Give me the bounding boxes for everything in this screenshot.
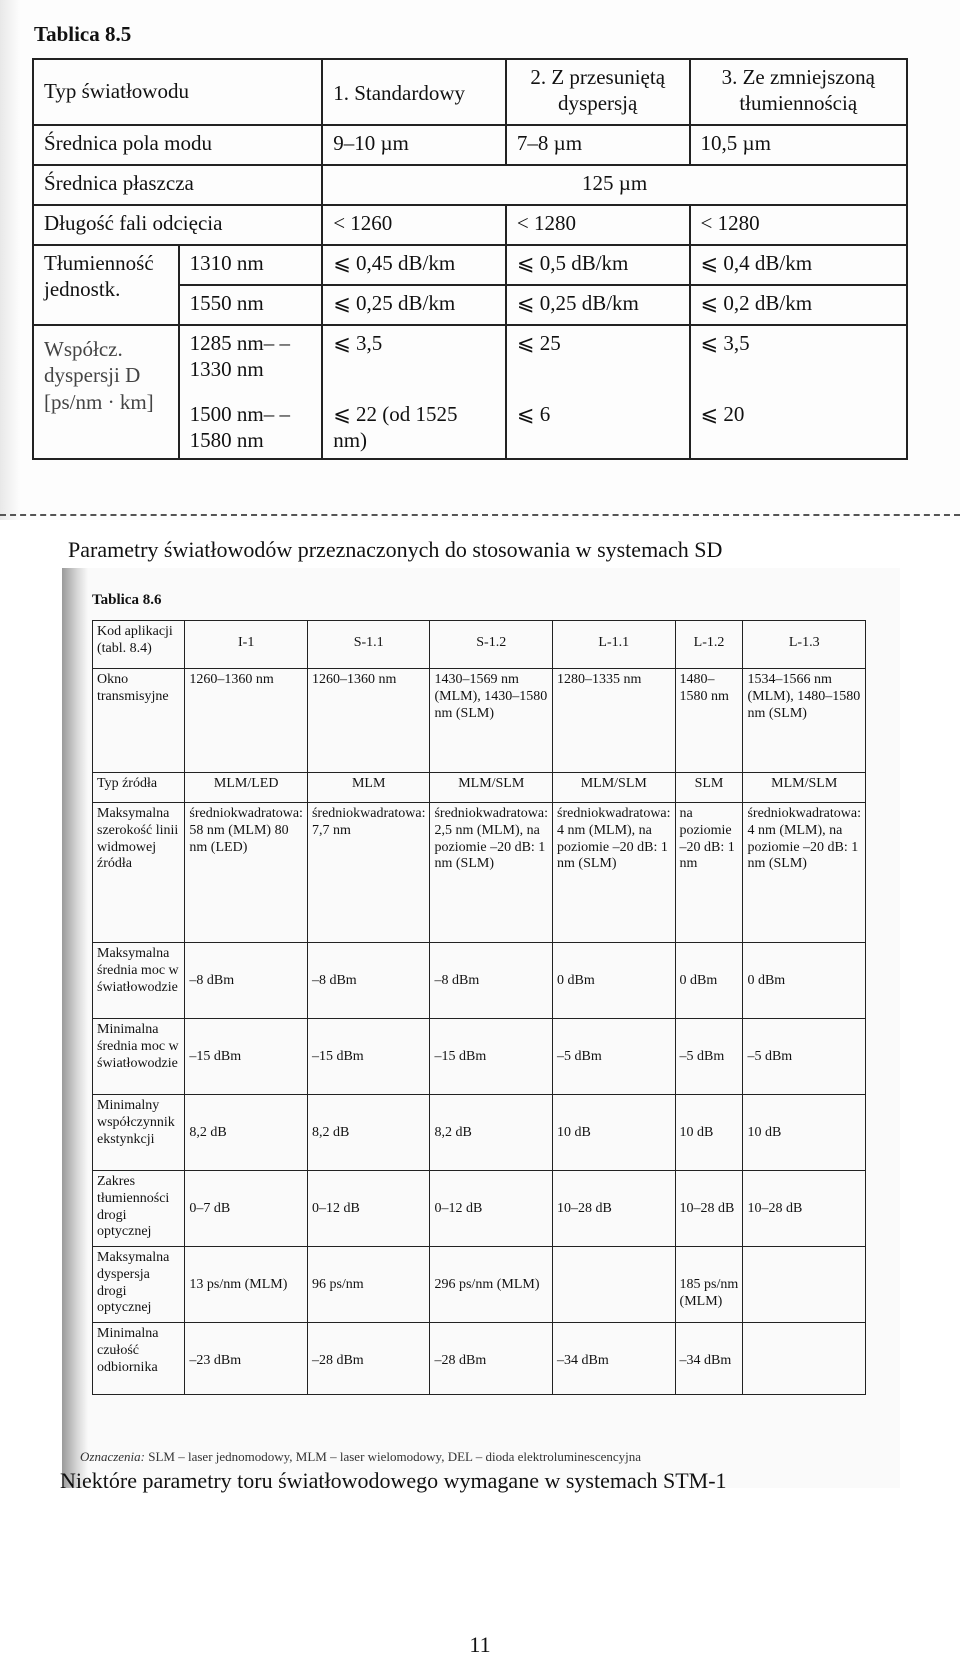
- table-cell: –23 dBm: [185, 1323, 308, 1395]
- row-label: Zakres tłumienności drogi optycznej: [93, 1171, 185, 1247]
- table-cell: [743, 1247, 866, 1323]
- col-header-i-1: I-1: [185, 621, 308, 669]
- table-cell: –34 dBm: [553, 1323, 676, 1395]
- table-cell: 1480–1580 nm: [675, 669, 743, 773]
- row-label: Minimalny współczynnik ekstynkcji: [93, 1095, 185, 1171]
- attenuation-1310-low-loss: ⩽ 0,4 dB/km: [690, 245, 907, 285]
- table-cell: 296 ps/nm (MLM): [430, 1247, 553, 1323]
- table-cell: SLM: [675, 773, 743, 803]
- table-cell: 10 dB: [743, 1095, 866, 1171]
- table-cell: 0–12 dB: [430, 1171, 553, 1247]
- header-shifted: 2. Z przesuniętą dyspersją: [506, 59, 690, 125]
- mode-field-shifted: 7–8 µm: [506, 125, 690, 165]
- table-8-6: [92, 620, 866, 1395]
- table-cell: 10–28 dB: [553, 1171, 676, 1247]
- header-standard: 1. Standardowy: [322, 59, 506, 125]
- dispersion-1300-shifted: ⩽ 25: [506, 325, 690, 391]
- attenuation-1310-shifted: ⩽ 0,5 dB/km: [506, 245, 690, 285]
- caption-table-8-6: Niektóre parametry toru światłowodowego wymagane w systemach STM-1: [60, 1468, 727, 1493]
- table-cell: –8 dBm: [307, 943, 430, 1019]
- table-cell: –5 dBm: [675, 1019, 743, 1095]
- table-cell: średniokwadratowa: 4 nm (MLM), na poziomie –20 dB: 1 nm (SLM): [743, 803, 866, 943]
- cladding-value: 125 µm: [322, 165, 907, 205]
- row-label: Typ źródła: [93, 773, 185, 803]
- table-cell: 10 dB: [553, 1095, 676, 1171]
- table-cell: –8 dBm: [185, 943, 308, 1019]
- row-label: Maksymalna dyspersja drogi optycznej: [93, 1247, 185, 1323]
- table-row: [93, 1247, 866, 1323]
- col-header-l-1-2: L-1.2: [675, 621, 743, 669]
- table-cell: 1430–1569 nm (MLM), 1430–1580 nm (SLM): [430, 669, 553, 773]
- table-cell: na poziomie –20 dB: 1 nm: [675, 803, 743, 943]
- attenuation-wl-1310: 1310 nm: [179, 245, 323, 285]
- table-cell: 0 dBm: [553, 943, 676, 1019]
- table-8-6-note: [80, 1447, 880, 1467]
- attenuation-1550-standard: ⩽ 0,25 dB/km: [322, 285, 506, 325]
- col-header-s-1-1: S-1.1: [307, 621, 430, 669]
- table-cell: 13 ps/nm (MLM): [185, 1247, 308, 1323]
- cutoff-label: Długość fali odcięcia: [33, 205, 322, 245]
- mode-field-low-loss: 10,5 µm: [690, 125, 907, 165]
- caption-table-8-5: Parametry światłowodów przeznaczonych do stosowania w systemach SD: [68, 537, 723, 562]
- table-cell: 0–12 dB: [307, 1171, 430, 1247]
- dispersion-label: Współcz. dyspersji D [ps/nm · km]: [33, 325, 179, 459]
- table-cell: średniokwadratowa: 58 nm (MLM) 80 nm (LED): [185, 803, 308, 943]
- table-cell: 8,2 dB: [307, 1095, 430, 1171]
- page-number: 11: [469, 1632, 491, 1657]
- header-fiber-type: Typ światłowodu: [33, 59, 322, 125]
- table-cell: –5 dBm: [553, 1019, 676, 1095]
- attenuation-1310-standard: ⩽ 0,45 dB/km: [322, 245, 506, 285]
- table-cell: MLM/SLM: [553, 773, 676, 803]
- table-cell: 1534–1566 nm (MLM), 1480–1580 nm (SLM): [743, 669, 866, 773]
- attenuation-1550-shifted: ⩽ 0,25 dB/km: [506, 285, 690, 325]
- mode-field-standard: 9–10 µm: [322, 125, 506, 165]
- dispersion-1550-shifted: ⩽ 6: [506, 391, 690, 459]
- table-row: [93, 1171, 866, 1247]
- table-cell: MLM: [307, 773, 430, 803]
- row-label: Maksymalna średnia moc w światłowodzie: [93, 943, 185, 1019]
- table-row: [93, 773, 866, 803]
- table-cell: 185 ps/nm (MLM): [675, 1247, 743, 1323]
- attenuation-wl-1550: 1550 nm: [179, 285, 323, 325]
- table-8-5-title: Tablica 8.5: [34, 22, 132, 46]
- scan-divider: [0, 514, 960, 516]
- table-cell: 96 ps/nm: [307, 1247, 430, 1323]
- table-cell: średniokwadratowa: 7,7 nm: [307, 803, 430, 943]
- cutoff-standard: < 1260: [322, 205, 506, 245]
- col-header-l-1-1: L-1.1: [553, 621, 676, 669]
- table-cell: –28 dBm: [430, 1323, 553, 1395]
- cutoff-shifted: < 1280: [506, 205, 690, 245]
- dispersion-wl-1300: 1285 nm– –1330 nm: [179, 325, 323, 391]
- table-cell: 8,2 dB: [430, 1095, 553, 1171]
- table-cell: MLM/LED: [185, 773, 308, 803]
- table-row: [93, 803, 866, 943]
- table-cell: 8,2 dB: [185, 1095, 308, 1171]
- table-cell: –15 dBm: [307, 1019, 430, 1095]
- table-cell: 10 dB: [675, 1095, 743, 1171]
- table-cell: 1260–1360 nm: [185, 669, 308, 773]
- mode-field-label: Średnica pola modu: [33, 125, 322, 165]
- table-row: [93, 943, 866, 1019]
- attenuation-1550-low-loss: ⩽ 0,2 dB/km: [690, 285, 907, 325]
- table-cell: [743, 1323, 866, 1395]
- table-cell: średniokwadratowa: 2,5 nm (MLM), na poziomie –20 dB: 1 nm (SLM): [430, 803, 553, 943]
- row-label: Okno transmisyjne: [93, 669, 185, 773]
- table-cell: 0 dBm: [675, 943, 743, 1019]
- table-cell: 1260–1360 nm: [307, 669, 430, 773]
- table-cell: –5 dBm: [743, 1019, 866, 1095]
- table-row: [93, 669, 866, 773]
- table-cell: MLM/SLM: [743, 773, 866, 803]
- header-low-loss: 3. Ze zmniejszoną tłumiennością: [690, 59, 907, 125]
- attenuation-label: Tłumienność jednostk.: [33, 245, 179, 325]
- table-cell: –15 dBm: [430, 1019, 553, 1095]
- table-row: [93, 1095, 866, 1171]
- row-label: Minimalna czułość odbiornika: [93, 1323, 185, 1395]
- table-cell: –15 dBm: [185, 1019, 308, 1095]
- table-cell: 10–28 dB: [675, 1171, 743, 1247]
- note-text: SLM – laser jednomodowy, MLM – laser wielomodowy, DEL – dioda elektroluminescencyjna: [148, 1449, 642, 1464]
- table-8-5: [32, 58, 908, 460]
- table-cell: 0 dBm: [743, 943, 866, 1019]
- table-row: [93, 1019, 866, 1095]
- table-cell: średniokwadratowa: 4 nm (MLM), na poziomie –20 dB: 1 nm (SLM): [553, 803, 676, 943]
- table-cell: –28 dBm: [307, 1323, 430, 1395]
- row-label: Maksymalna szerokość linii widmowej źródła: [93, 803, 185, 943]
- dispersion-1300-standard: ⩽ 3,5: [322, 325, 506, 391]
- row-label: Minimalna średnia moc w światłowodzie: [93, 1019, 185, 1095]
- cutoff-low-loss: < 1280: [690, 205, 907, 245]
- dispersion-wl-1550: 1500 nm– –1580 nm: [179, 391, 323, 459]
- table-cell: –8 dBm: [430, 943, 553, 1019]
- col-header-s-1-2: S-1.2: [430, 621, 553, 669]
- cladding-label: Średnica płaszcza: [33, 165, 322, 205]
- note-label: Oznaczenia:: [80, 1449, 145, 1464]
- col-header-application-code: Kod aplikacji (tabl. 8.4): [93, 621, 185, 669]
- table-cell: –34 dBm: [675, 1323, 743, 1395]
- table-cell: 10–28 dB: [743, 1171, 866, 1247]
- table-cell: [553, 1247, 676, 1323]
- dispersion-1300-low-loss: ⩽ 3,5: [690, 325, 907, 391]
- table-cell: MLM/SLM: [430, 773, 553, 803]
- dispersion-1550-standard: ⩽ 22 (od 1525 nm): [322, 391, 506, 459]
- table-row: [93, 1323, 866, 1395]
- table-cell: 1280–1335 nm: [553, 669, 676, 773]
- col-header-l-1-3: L-1.3: [743, 621, 866, 669]
- dispersion-1550-low-loss: ⩽ 20: [690, 391, 907, 459]
- table-cell: 0–7 dB: [185, 1171, 308, 1247]
- table-8-6-title: Tablica 8.6: [92, 592, 162, 608]
